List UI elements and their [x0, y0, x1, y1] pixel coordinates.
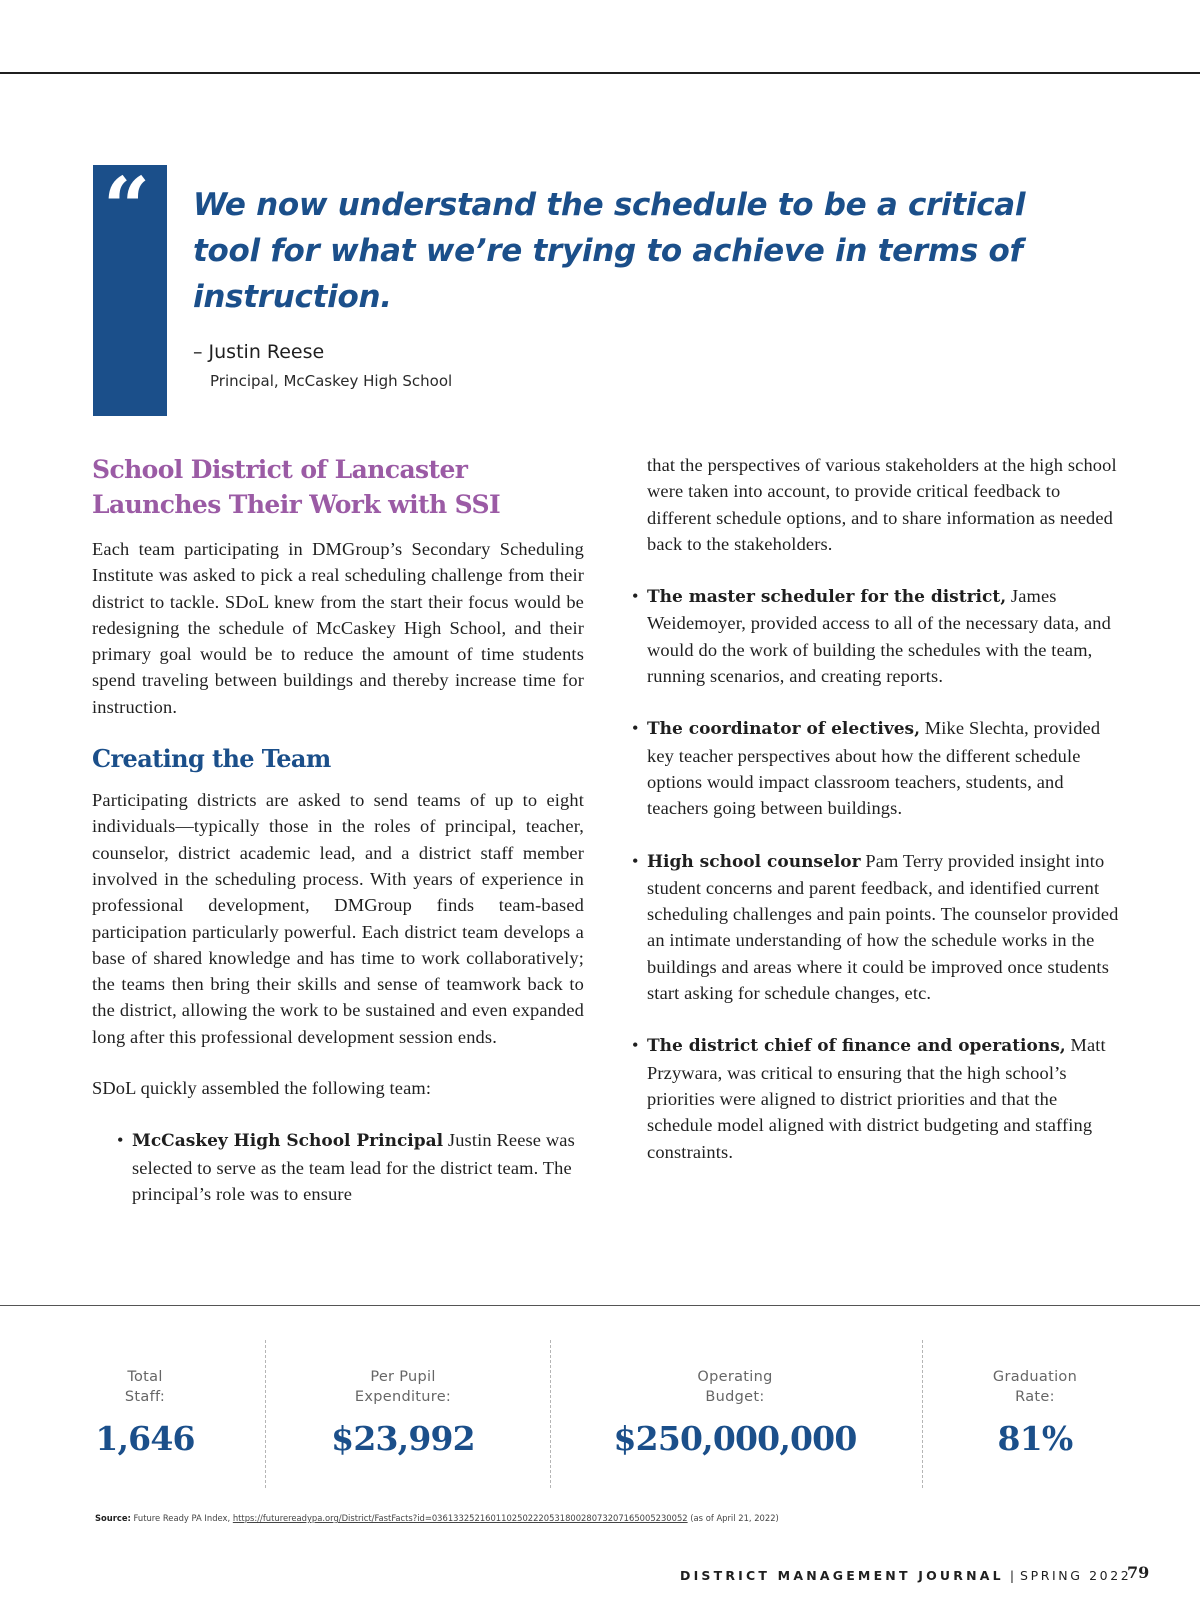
- bullet-bold-label: The master scheduler for the district,: [647, 587, 1007, 608]
- bullet-dot-icon: •: [117, 1130, 124, 1151]
- stats-divider-rule: [0, 1305, 1200, 1306]
- stat-value: $23,992: [331, 1419, 475, 1458]
- stat-value: $250,000,000: [613, 1419, 857, 1458]
- top-rule: [0, 72, 1200, 74]
- issue-season: SPRING 2022: [1020, 1568, 1132, 1583]
- source-label: Source:: [95, 1513, 131, 1523]
- intro-paragraph: Each team participating in DMGroup’s Secondary Scheduling Institute was asked to pick a real scheduling challenge from their district to tackle. SDoL knew from the start their focus would be redesigning the schedule of McCaskey High School, and their primary goal would be to reduce the amount of time students spend traveling between buildings and thereby increase time for instruction.: [92, 539, 584, 717]
- subheading-creating-team: Creating the Team: [92, 744, 331, 774]
- journal-title: DISTRICT MANAGEMENT JOURNAL: [680, 1568, 1004, 1583]
- quote-bar: [93, 160, 167, 416]
- bullet-text: Pam Terry provided insight into student concerns and parent feedback, and identified current scheduling challenges and pain points. The counselor provided an intimate understanding of how the schedule works in the buildings and areas where it could be improved once students start asking for schedule changes, etc.: [647, 850, 1119, 1004]
- stat-value: 81%: [997, 1419, 1073, 1458]
- stat-total-staff: [75, 1367, 215, 1459]
- stat-separator: [922, 1340, 923, 1488]
- stat-label: Graduation Rate:: [992, 1369, 1078, 1405]
- stat-label: Per Pupil Expenditure:: [354, 1369, 452, 1405]
- bullet-text: James Weidemoyer, provided access to all of the necessary data, and would do the work of building the schedules with the team, running scenarios, and creating reports.: [647, 586, 1111, 687]
- quote-mark-icon: “: [103, 160, 151, 256]
- right-column: [632, 452, 1122, 1165]
- bullet-counselor: [632, 848, 1122, 1007]
- bullet-dot-icon: •: [632, 1035, 639, 1056]
- stat-graduation-rate: [960, 1367, 1110, 1459]
- continued-text: that the perspectives of various stakeholders at the high school were taken into account, to provide critical feedback to different schedule options, and to share information as needed back to the stakeholders.: [647, 455, 1117, 554]
- team-paragraph: Participating districts are asked to send teams of up to eight individuals—typically those in the roles of principal, teacher, counselor, district academic lead, and a district staff member involved in the scheduling process. With years of experience in professional development, DMGroup finds team-based participation particularly powerful. Each district team develops a base of shared knowledge and has time to work collaboratively; the teams then bring their skills and sense of teamwork back to the district, allowing the work to be sustained and even expanded long after this professional development session ends.: [92, 790, 584, 1047]
- bullet-dot-icon: •: [632, 850, 639, 871]
- source-link[interactable]: https://futurereadypa.org/District/FastFacts?id=036133252160110250222053180028073207165005230052: [232, 1513, 688, 1523]
- bullet-dot-icon: •: [632, 718, 639, 739]
- bullet-bold-label: The coordinator of electives,: [647, 719, 921, 740]
- quote-author: – Justin Reese: [193, 341, 325, 363]
- bullet-master-scheduler: [632, 583, 1122, 689]
- left-column: [92, 452, 584, 1207]
- bullet-text: Justin Reese was selected to serve as the team lead for the district team. The principal’s role was to ensure: [132, 1130, 575, 1204]
- bullet-coordinator-electives: [632, 715, 1122, 821]
- stat-separator: [265, 1340, 266, 1488]
- stat-label: Operating Budget:: [697, 1369, 773, 1405]
- stat-operating-budget: [585, 1367, 885, 1459]
- bullet-bold-label: The district chief of finance and operations,: [647, 1036, 1066, 1057]
- bullet-finance-chief: [632, 1032, 1122, 1164]
- bullet-bold-label: High school counselor: [647, 851, 861, 872]
- section-heading: School District of Lancaster Launches Their Work with SSI: [92, 455, 501, 519]
- team-intro-line: SDoL quickly assembled the following team:: [92, 1078, 432, 1099]
- bullet-dot-icon: •: [632, 586, 639, 607]
- page-number: 79: [1127, 1563, 1150, 1582]
- quote-author-role: Principal, McCaskey High School: [210, 372, 453, 390]
- stat-per-pupil-expenditure: [303, 1367, 503, 1459]
- bullet-text: Mike Slechta, provided key teacher perspectives about how the different schedule options would impact classroom teachers, students, and teachers going between buildings.: [647, 718, 1101, 819]
- footer-separator: |: [1009, 1568, 1015, 1583]
- stat-separator: [550, 1340, 551, 1488]
- stat-label: Total Staff:: [124, 1369, 166, 1405]
- bullet-principal: [117, 1127, 587, 1207]
- bullet-text: Matt Przywara, was critical to ensuring that the high school’s priorities were aligned to district priorities and that the schedule model aligned with district budgeting and staffing constraints.: [647, 1035, 1106, 1162]
- bullet-bold-label: McCaskey High School Principal: [132, 1131, 444, 1152]
- pull-quote-text: We now understand the schedule to be a critical tool for what we’re trying to achieve in terms of instruction.: [193, 187, 1026, 315]
- stat-value: 1,646: [95, 1419, 195, 1458]
- source-note: Source: Future Ready PA Index, https://futurereadypa.org/District/FastFacts?id=036133252160110250222053180028073207165005230052 (as of April 21, 2022): [95, 1513, 779, 1523]
- page-footer: [680, 1568, 1131, 1583]
